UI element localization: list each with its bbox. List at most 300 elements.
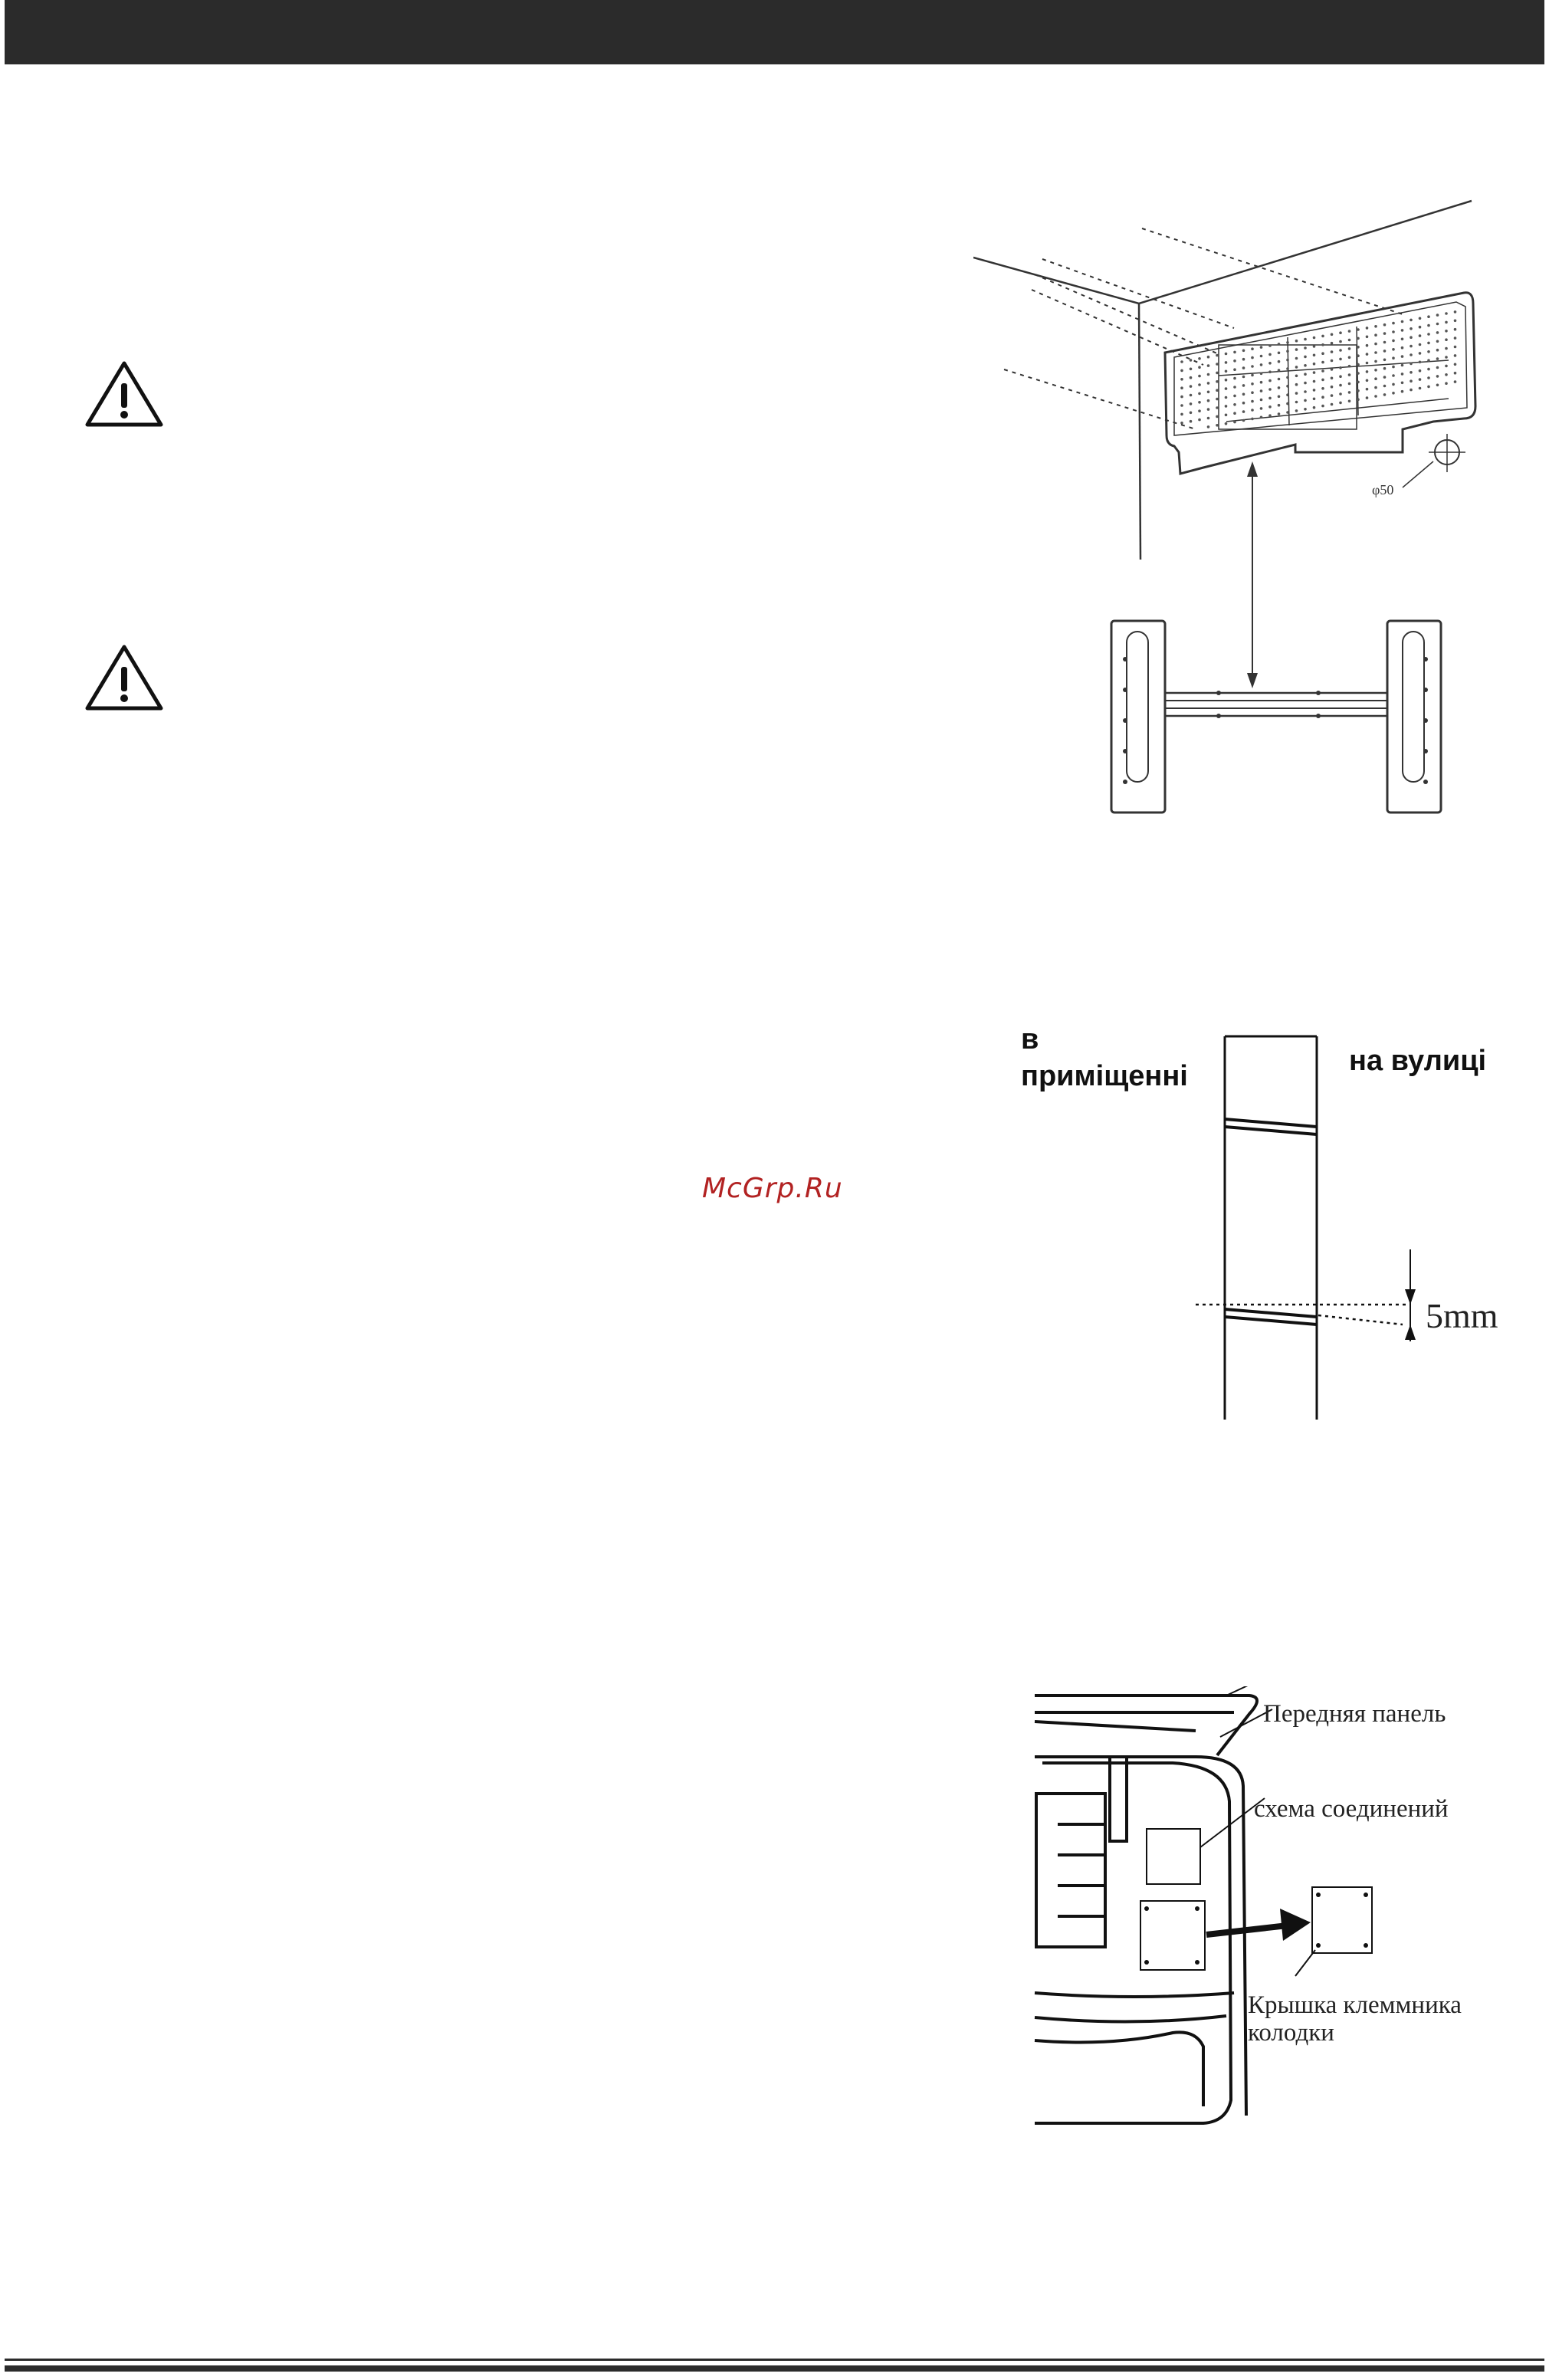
header-bar: [5, 0, 1544, 64]
plate-perforation-dot: [1339, 366, 1342, 369]
plate-perforation-dot: [1216, 406, 1219, 409]
mounting-plate-figure: [973, 192, 1495, 828]
plate-perforation-dot: [1225, 361, 1228, 364]
plate-perforation-dot: [1357, 381, 1360, 384]
plate-perforation-dot: [1278, 352, 1281, 355]
plate-perforation-dot: [1242, 358, 1245, 361]
plate-perforation-dot: [1190, 402, 1193, 405]
plate-perforation-dot: [1392, 374, 1395, 377]
plate-perforation-dot: [1321, 352, 1324, 355]
plate-perforation-dot: [1331, 403, 1334, 406]
plate-perforation-dot: [1180, 378, 1183, 381]
plate-perforation-dot: [1190, 359, 1193, 362]
plate-perforation-dot: [1366, 336, 1369, 339]
plate-perforation-dot: [1278, 369, 1281, 372]
plate-perforation-dot: [1339, 392, 1342, 396]
plate-perforation-dot: [1427, 333, 1430, 336]
plate-perforation-dot: [1410, 336, 1413, 339]
plate-perforation-dot: [1321, 396, 1324, 399]
plate-perforation-dot: [1216, 354, 1219, 357]
plate-perforation-dot: [1374, 343, 1377, 346]
plate-perforation-dot: [1419, 387, 1422, 390]
plate-perforation-dot: [1242, 419, 1245, 422]
plate-perforation-dot: [1410, 345, 1413, 348]
plate-perforation-dot: [1436, 331, 1439, 334]
plate-perforation-dot: [1313, 380, 1316, 383]
plate-perforation-dot: [1268, 388, 1272, 391]
plate-perforation-dot: [1198, 392, 1201, 396]
plate-perforation-dot: [1419, 326, 1422, 329]
plate-perforation-dot: [1427, 368, 1430, 371]
plate-perforation-dot: [1445, 365, 1448, 368]
plate-perforation-dot: [1454, 380, 1457, 383]
plate-perforation-dot: [1260, 363, 1263, 366]
plate-perforation-dot: [1233, 403, 1236, 406]
plate-perforation-dot: [1436, 357, 1439, 360]
plate-perforation-dot: [1313, 371, 1316, 374]
plate-perforation-dot: [1207, 417, 1210, 420]
plate-perforation-dot: [1331, 394, 1334, 397]
plate-perforation-dot: [1392, 348, 1395, 351]
plate-perforation-dot: [1357, 389, 1360, 392]
plate-perforation-dot: [1374, 369, 1377, 372]
front-panel-label: Передняя панель: [1263, 1700, 1446, 1728]
plate-perforation-dot: [1445, 347, 1448, 350]
plate-perforation-dot: [1419, 378, 1422, 381]
plate-perforation-dot: [1401, 338, 1404, 341]
plate-perforation-dot: [1419, 317, 1422, 320]
plate-perforation-dot: [1339, 402, 1342, 405]
plate-perforation-dot: [1207, 408, 1210, 411]
plate-perforation-dot: [1207, 399, 1210, 402]
plate-perforation-dot: [1268, 379, 1272, 382]
plate-perforation-dot: [1251, 347, 1254, 350]
plate-perforation-dot: [1331, 386, 1334, 389]
plate-perforation-dot: [1190, 368, 1193, 371]
plate-perforation-dot: [1427, 350, 1430, 353]
plate-perforation-dot: [1268, 370, 1272, 373]
plate-perforation-dot: [1427, 376, 1430, 379]
plate-perforation-dot: [1454, 328, 1457, 331]
plate-perforation-dot: [1436, 340, 1439, 343]
plate-perforation-dot: [1348, 356, 1351, 359]
plate-perforation-dot: [1216, 398, 1219, 401]
plate-perforation-dot: [1286, 402, 1289, 405]
plate-perforation-dot: [1180, 404, 1183, 407]
plate-perforation-dot: [1321, 369, 1324, 373]
plate-perforation-dot: [1313, 336, 1316, 340]
plate-perforation-dot: [1454, 320, 1457, 323]
plate-perforation-dot: [1180, 413, 1183, 416]
plate-perforation-dot: [1286, 385, 1289, 388]
plate-perforation-dot: [1383, 341, 1387, 344]
plate-perforation-dot: [1313, 354, 1316, 357]
plate-perforation-dot: [1268, 353, 1272, 356]
plate-perforation-dot: [1401, 382, 1404, 385]
plate-perforation-dot: [1278, 412, 1281, 415]
plate-perforation-dot: [1190, 394, 1193, 397]
plate-perforation-dot: [1392, 392, 1395, 395]
terminal-cover-label-line1: Крышка клеммника: [1248, 1991, 1462, 2019]
plate-perforation-dot: [1268, 344, 1272, 347]
plate-perforation-dot: [1207, 425, 1210, 428]
plate-perforation-dot: [1278, 378, 1281, 381]
plate-perforation-dot: [1304, 382, 1307, 385]
plate-perforation-dot: [1260, 399, 1263, 402]
plate-perforation-dot: [1445, 312, 1448, 315]
plate-perforation-dot: [1383, 350, 1387, 353]
plate-perforation-dot: [1295, 383, 1298, 386]
plate-perforation-dot: [1383, 332, 1387, 335]
plate-perforation-dot: [1260, 381, 1263, 384]
plate-perforation-dot: [1401, 390, 1404, 393]
indoor-label-line1: в: [1021, 1023, 1039, 1055]
plate-perforation-dot: [1436, 349, 1439, 352]
plate-perforation-dot: [1401, 329, 1404, 332]
plate-perforation-dot: [1383, 359, 1387, 362]
plate-perforation-dot: [1295, 375, 1298, 378]
plate-perforation-dot: [1260, 373, 1263, 376]
plate-perforation-dot: [1401, 346, 1404, 350]
plate-perforation-dot: [1313, 389, 1316, 392]
plate-perforation-dot: [1286, 359, 1289, 362]
plate-perforation-dot: [1242, 393, 1245, 396]
plate-perforation-dot: [1374, 386, 1377, 389]
plate-perforation-dot: [1419, 352, 1422, 355]
plate-perforation-dot: [1339, 340, 1342, 343]
plate-perforation-dot: [1427, 386, 1430, 389]
plate-perforation-dot: [1366, 362, 1369, 365]
plate-perforation-dot: [1410, 363, 1413, 366]
plate-perforation-dot: [1233, 359, 1236, 363]
plate-perforation-dot: [1233, 368, 1236, 371]
plate-perforation-dot: [1419, 361, 1422, 364]
plate-perforation-dot: [1286, 393, 1289, 396]
plate-perforation-dot: [1419, 334, 1422, 337]
plate-perforation-dot: [1366, 379, 1369, 382]
plate-perforation-dot: [1216, 372, 1219, 375]
plate-perforation-dot: [1233, 351, 1236, 354]
plate-perforation-dot: [1357, 328, 1360, 331]
plate-perforation-dot: [1313, 363, 1316, 366]
plate-perforation-dot: [1436, 366, 1439, 369]
plate-perforation-dot: [1374, 395, 1377, 398]
plate-perforation-dot: [1268, 405, 1272, 409]
plate-perforation-dot: [1374, 360, 1377, 363]
plate-perforation-dot: [1374, 333, 1377, 336]
plate-perforation-dot: [1357, 337, 1360, 340]
plate-perforation-dot: [1374, 351, 1377, 354]
footer-rule-thin: [5, 2359, 1544, 2361]
plate-perforation-dot: [1339, 331, 1342, 334]
plate-perforation-dot: [1410, 353, 1413, 356]
hole-diameter-label: φ50: [1372, 482, 1394, 497]
plate-perforation-dot: [1260, 346, 1263, 349]
plate-perforation-dot: [1321, 343, 1324, 346]
plate-perforation-dot: [1427, 315, 1430, 318]
plate-perforation-dot: [1357, 363, 1360, 366]
plate-perforation-dot: [1427, 359, 1430, 362]
plate-perforation-dot: [1348, 382, 1351, 386]
plate-perforation-dot: [1268, 362, 1272, 365]
plate-perforation-dot: [1348, 365, 1351, 368]
plate-perforation-dot: [1339, 358, 1342, 361]
plate-perforation-dot: [1304, 399, 1307, 402]
plate-perforation-dot: [1198, 375, 1201, 378]
plate-perforation-dot: [1286, 341, 1289, 344]
plate-perforation-dot: [1313, 398, 1316, 401]
plate-perforation-dot: [1251, 418, 1254, 421]
plate-perforation-dot: [1454, 363, 1457, 366]
plate-perforation-dot: [1348, 400, 1351, 403]
plate-perforation-dot: [1410, 371, 1413, 374]
plate-perforation-dot: [1207, 364, 1210, 367]
plate-perforation-dot: [1410, 319, 1413, 322]
plate-perforation-dot: [1383, 376, 1387, 379]
plate-perforation-dot: [1286, 367, 1289, 370]
plate-perforation-dot: [1304, 390, 1307, 393]
plate-perforation-dot: [1366, 396, 1369, 399]
plate-perforation-dot: [1357, 354, 1360, 357]
plate-perforation-dot: [1304, 338, 1307, 341]
plate-perforation-dot: [1304, 408, 1307, 411]
plate-perforation-dot: [1207, 373, 1210, 376]
plate-perforation-dot: [1331, 350, 1334, 353]
plate-perforation-dot: [1198, 383, 1201, 386]
plate-perforation-dot: [1366, 344, 1369, 347]
plate-perforation-dot: [1348, 330, 1351, 333]
plate-perforation-dot: [1242, 376, 1245, 379]
plate-perforation-dot: [1278, 404, 1281, 407]
plate-perforation-dot: [1242, 410, 1245, 413]
plate-perforation-dot: [1427, 342, 1430, 345]
plate-perforation-dot: [1260, 407, 1263, 410]
plate-perforation-dot: [1278, 360, 1281, 363]
plate-perforation-dot: [1401, 373, 1404, 376]
plate-perforation-dot: [1216, 363, 1219, 366]
plate-perforation-dot: [1392, 322, 1395, 325]
plate-perforation-dot: [1419, 369, 1422, 373]
slope-value-label: 5mm: [1426, 1296, 1498, 1335]
plate-perforation-dot: [1207, 356, 1210, 359]
plate-perforation-dot: [1392, 383, 1395, 386]
plate-perforation-dot: [1278, 396, 1281, 399]
plate-perforation-dot: [1436, 375, 1439, 378]
plate-perforation-dot: [1348, 391, 1351, 394]
plate-perforation-dot: [1260, 389, 1263, 392]
plate-perforation-dot: [1286, 350, 1289, 353]
plate-perforation-dot: [1436, 323, 1439, 326]
plate-perforation-dot: [1268, 414, 1272, 417]
plate-perforation-dot: [1383, 323, 1387, 327]
plate-perforation-dot: [1207, 382, 1210, 385]
plate-perforation-dot: [1180, 386, 1183, 389]
plate-perforation-dot: [1251, 391, 1254, 394]
plate-perforation-dot: [1304, 356, 1307, 359]
plate-perforation-dot: [1392, 356, 1395, 359]
plate-perforation-dot: [1331, 333, 1334, 336]
plate-perforation-dot: [1321, 387, 1324, 390]
plate-perforation-dot: [1225, 414, 1228, 417]
indoor-label-line2: приміщенні: [1021, 1060, 1188, 1092]
plate-perforation-dot: [1251, 374, 1254, 377]
plate-perforation-dot: [1374, 377, 1377, 380]
plate-perforation-dot: [1286, 411, 1289, 414]
plate-perforation-dot: [1251, 356, 1254, 359]
plate-perforation-dot: [1445, 356, 1448, 359]
plate-perforation-dot: [1198, 366, 1201, 369]
warning-triangle-icon: [84, 359, 164, 429]
plate-perforation-dot: [1383, 393, 1387, 396]
plate-perforation-dot: [1233, 386, 1236, 389]
plate-perforation-dot: [1410, 389, 1413, 392]
warning-triangle-icon: [84, 642, 164, 713]
plate-perforation-dot: [1198, 419, 1201, 422]
plate-perforation-dot: [1454, 372, 1457, 375]
plate-perforation-dot: [1348, 373, 1351, 376]
plate-perforation-dot: [1339, 375, 1342, 378]
plate-perforation-dot: [1454, 336, 1457, 340]
plate-perforation-dot: [1233, 395, 1236, 398]
plate-perforation-dot: [1348, 339, 1351, 342]
plate-perforation-dot: [1225, 422, 1228, 425]
plate-perforation-dot: [1242, 366, 1245, 369]
plate-perforation-dot: [1242, 384, 1245, 387]
plate-perforation-dot: [1216, 415, 1219, 419]
plate-perforation-dot: [1436, 314, 1439, 317]
plate-perforation-dot: [1339, 384, 1342, 387]
plate-perforation-dot: [1348, 347, 1351, 350]
pipe-slope-figure: [1012, 1019, 1510, 1433]
plate-perforation-dot: [1313, 345, 1316, 348]
plate-perforation-dot: [1321, 405, 1324, 408]
plate-perforation-dot: [1180, 422, 1183, 425]
plate-perforation-dot: [1454, 310, 1457, 314]
plate-perforation-dot: [1321, 335, 1324, 338]
plate-perforation-dot: [1251, 365, 1254, 368]
plate-perforation-dot: [1445, 373, 1448, 376]
plate-perforation-dot: [1260, 355, 1263, 358]
plate-perforation-dot: [1331, 342, 1334, 345]
plate-perforation-dot: [1190, 385, 1193, 388]
plate-perforation-dot: [1383, 367, 1387, 370]
plate-perforation-dot: [1304, 364, 1307, 367]
plate-perforation-dot: [1331, 368, 1334, 371]
plate-perforation-dot: [1225, 370, 1228, 373]
plate-perforation-dot: [1339, 349, 1342, 352]
plate-perforation-dot: [1295, 392, 1298, 395]
terminal-cover-label-line2: колодки: [1248, 2019, 1334, 2047]
plate-perforation-dot: [1216, 380, 1219, 383]
plate-perforation-dot: [1251, 409, 1254, 412]
plate-perforation-dot: [1313, 406, 1316, 409]
plate-perforation-dot: [1225, 387, 1228, 390]
plate-perforation-dot: [1366, 388, 1369, 391]
plate-perforation-dot: [1331, 359, 1334, 363]
plate-perforation-dot: [1180, 396, 1183, 399]
plate-perforation-dot: [1445, 330, 1448, 333]
plate-perforation-dot: [1251, 400, 1254, 403]
plate-perforation-dot: [1295, 348, 1298, 351]
plate-perforation-dot: [1445, 382, 1448, 385]
plate-perforation-dot: [1190, 412, 1193, 415]
plate-perforation-dot: [1295, 366, 1298, 369]
plate-perforation-dot: [1392, 330, 1395, 333]
plate-perforation-dot: [1410, 379, 1413, 382]
plate-perforation-dot: [1233, 421, 1236, 424]
plate-perforation-dot: [1454, 354, 1457, 357]
plate-perforation-dot: [1419, 343, 1422, 346]
wiring-diagram-label: схема соединений: [1254, 1795, 1449, 1823]
plate-perforation-dot: [1225, 353, 1228, 356]
plate-perforation-dot: [1286, 376, 1289, 379]
plate-perforation-dot: [1321, 379, 1324, 382]
terminal-cover-figure: [1019, 1686, 1518, 2146]
plate-perforation-dot: [1401, 355, 1404, 358]
watermark: McGrp.Ru: [702, 1173, 843, 1204]
plate-perforation-dot: [1295, 409, 1298, 412]
plate-perforation-dot: [1304, 373, 1307, 376]
plate-perforation-dot: [1233, 377, 1236, 380]
plate-perforation-dot: [1295, 357, 1298, 360]
plate-perforation-dot: [1366, 370, 1369, 373]
plate-perforation-dot: [1392, 366, 1395, 369]
plate-perforation-dot: [1331, 377, 1334, 380]
plate-perforation-dot: [1401, 320, 1404, 323]
plate-perforation-dot: [1454, 346, 1457, 349]
plate-perforation-dot: [1436, 384, 1439, 387]
plate-perforation-dot: [1278, 343, 1281, 346]
plate-perforation-dot: [1260, 416, 1263, 419]
plate-perforation-dot: [1445, 321, 1448, 324]
plate-perforation-dot: [1383, 385, 1387, 388]
plate-perforation-dot: [1207, 391, 1210, 394]
outdoor-label: на вулиці: [1349, 1045, 1487, 1077]
plate-perforation-dot: [1216, 389, 1219, 392]
plate-perforation-dot: [1242, 350, 1245, 353]
plate-perforation-dot: [1357, 372, 1360, 375]
plate-perforation-dot: [1216, 424, 1219, 427]
plate-perforation-dot: [1251, 382, 1254, 386]
plate-perforation-dot: [1242, 402, 1245, 405]
plate-perforation-dot: [1278, 386, 1281, 389]
plate-perforation-dot: [1374, 325, 1377, 328]
footer-rule: [5, 2365, 1544, 2372]
plate-perforation-dot: [1198, 401, 1201, 404]
plate-perforation-dot: [1198, 409, 1201, 412]
plate-perforation-dot: [1180, 360, 1183, 363]
plate-perforation-dot: [1225, 405, 1228, 408]
plate-perforation-dot: [1190, 420, 1193, 423]
plate-perforation-dot: [1295, 340, 1298, 343]
plate-perforation-dot: [1366, 353, 1369, 356]
plate-perforation-dot: [1225, 396, 1228, 399]
plate-perforation-dot: [1357, 398, 1360, 401]
plate-perforation-dot: [1366, 327, 1369, 330]
plate-perforation-dot: [1410, 327, 1413, 330]
plate-perforation-dot: [1427, 324, 1430, 327]
plate-perforation-dot: [1357, 346, 1360, 349]
plate-perforation-dot: [1445, 338, 1448, 341]
plate-perforation-dot: [1304, 346, 1307, 350]
plate-perforation-dot: [1321, 361, 1324, 364]
plate-perforation-dot: [1198, 357, 1201, 360]
plate-perforation-dot: [1401, 364, 1404, 367]
plate-perforation-dot: [1190, 376, 1193, 379]
plate-perforation-dot: [1295, 401, 1298, 404]
plate-perforation-dot: [1268, 397, 1272, 400]
plate-perforation-dot: [1225, 379, 1228, 382]
